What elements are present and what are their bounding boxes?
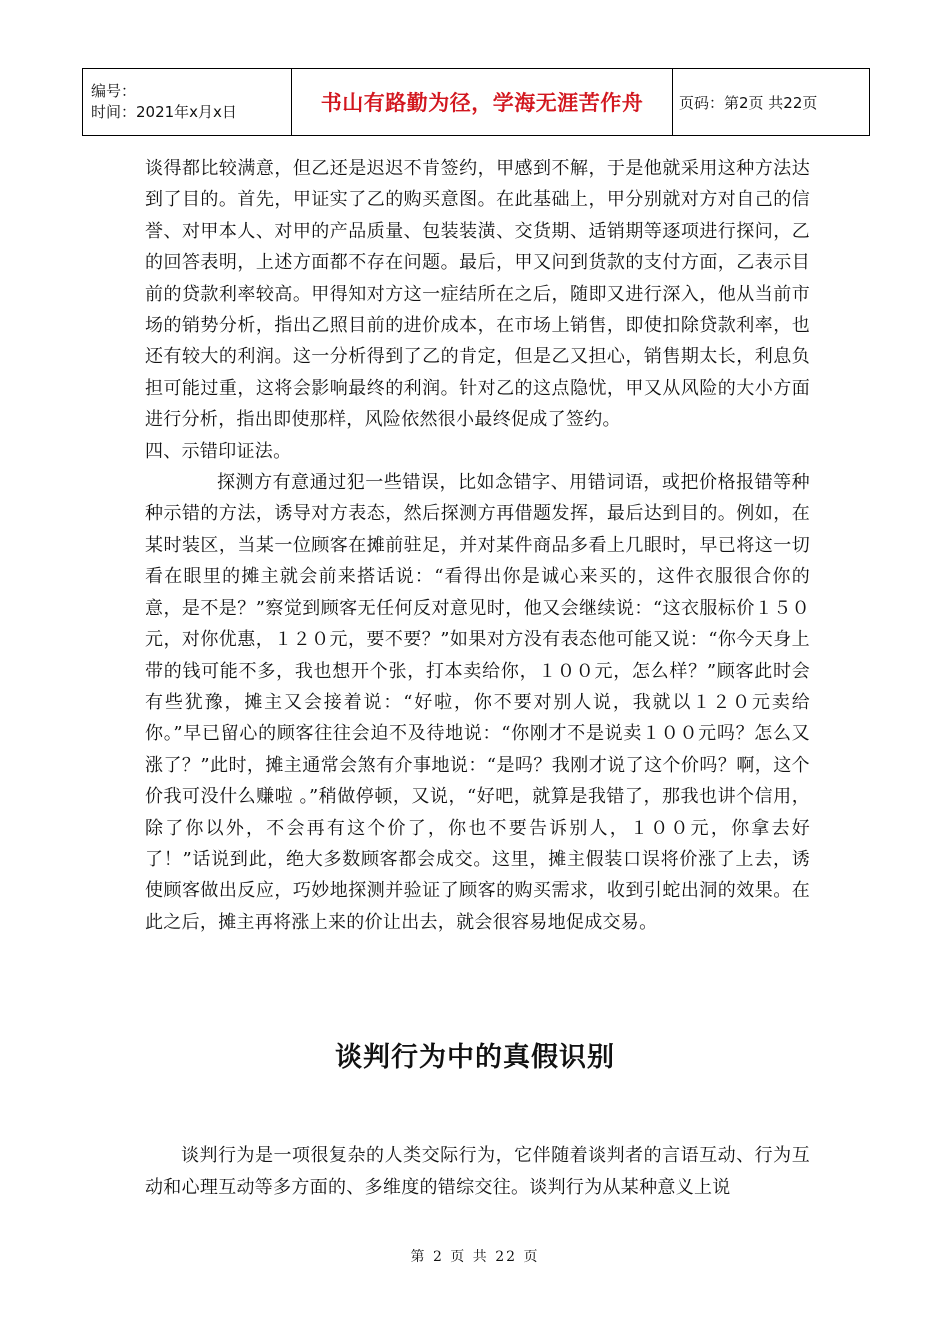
header-page-cell bbox=[673, 69, 870, 136]
paragraph-main: 探测方有意通过犯一些错误，比如念错字、用错词语，或把价格报错等种种示错的方法，诱导对方表态，然后探测方再借题发挥，最后达到目的。例如，在某时装区，当某一位顾客在摊前驻足，并对某件商品多看上几眼时，早已将这一切看在眼里的摊主就会前来搭话说：“看得出你是诚心来买的，这件衣服很合你的意，是不是？”察觉到顾客无任何反对意见时，他又会继续说：“这衣服标价１５０元，对你优惠，１２０元，要不要？”如果对方没有表态他可能又说：“你今天身上带的钱可能不多，我也想开个张，打本卖给你，１００元，怎么样？”顾客此时会有些犹豫，摊主又会接着说：“好啦，你不要对别人说，我就以１２０元卖给你。”早已留心的顾客往往会迫不及待地说：“你刚才不是说卖１００元吗？怎么又涨了？”此时，摊主通常会煞有介事地说：“是吗？我刚才说了这个价吗？啊，这个价我可没什么赚啦 。”稍做停顿，又说，“好吧，就算是我错了，那我也讲个信用，除了你以外，不会再有这个价了，你也不要告诉别人，１００元，你拿去好了！”话说到此，绝大多数顾客都会成交。这里，摊主假装口误将价涨了上去，诱使顾客做出反应，巧妙地探测并验证了顾客的购买需求，收到引蛇出洞的效果。在此之后，摊主再将涨上来的价让出去，就会很容易地促成交易。 bbox=[145, 472, 810, 933]
header-page-info: 页码：第2页 共22页 bbox=[679, 93, 818, 112]
document-number-label: 编号： bbox=[91, 82, 137, 100]
section-2-body bbox=[145, 1140, 810, 1204]
paragraph-intro: 谈判行为是一项很复杂的人类交际行为，它伴随着谈判者的言语互动、行为互动和心理互动等多方面的、多维度的错综交往。谈判行为从某种意义上说 bbox=[145, 1145, 810, 1198]
section-subheading: 四、示错印证法。 bbox=[145, 440, 292, 462]
header-motto: 书山有路勤为径，学海无涯苦作舟 bbox=[320, 91, 644, 115]
header-motto-cell bbox=[292, 69, 673, 136]
page-footer: 第 2 页 共 22 页 bbox=[410, 1249, 540, 1265]
paragraph-continued: 谈得都比较满意，但乙还是迟迟不肯签约，甲感到不解，于是他就采用这种方法达到了目的。首先，甲证实了乙的购买意图。在此基础上，甲分别就对方对自己的信誉、对甲本人、对甲的产品质量、包装装潢、交货期、适销期等逐项进行探问，乙的回答表明，上述方面都不存在问题。最后，甲又问到货款的支付方面，乙表示目前的贷款利率较高。甲得知对方这一症结所在之后，随即又进行深入，他从当前市场的销势分析，指出乙照目前的进价成本，在市场上销售，即使扣除贷款利率，也还有较大的利润。这一分析得到了乙的肯定，但是乙又担心，销售期太长，利息负担可能过重，这将会影响最终的利润。针对乙的这点隐忧，甲又从风险的大小方面进行分析，指出即使那样，风险依然很小最终促成了签约。 bbox=[145, 158, 810, 431]
section-1-body bbox=[145, 153, 810, 938]
document-header bbox=[82, 68, 870, 136]
section-2-title: 谈判行为中的真假识别 bbox=[335, 1042, 615, 1073]
document-date-label: 时间：2021年x月x日 bbox=[91, 103, 237, 121]
header-meta-cell bbox=[83, 69, 292, 136]
